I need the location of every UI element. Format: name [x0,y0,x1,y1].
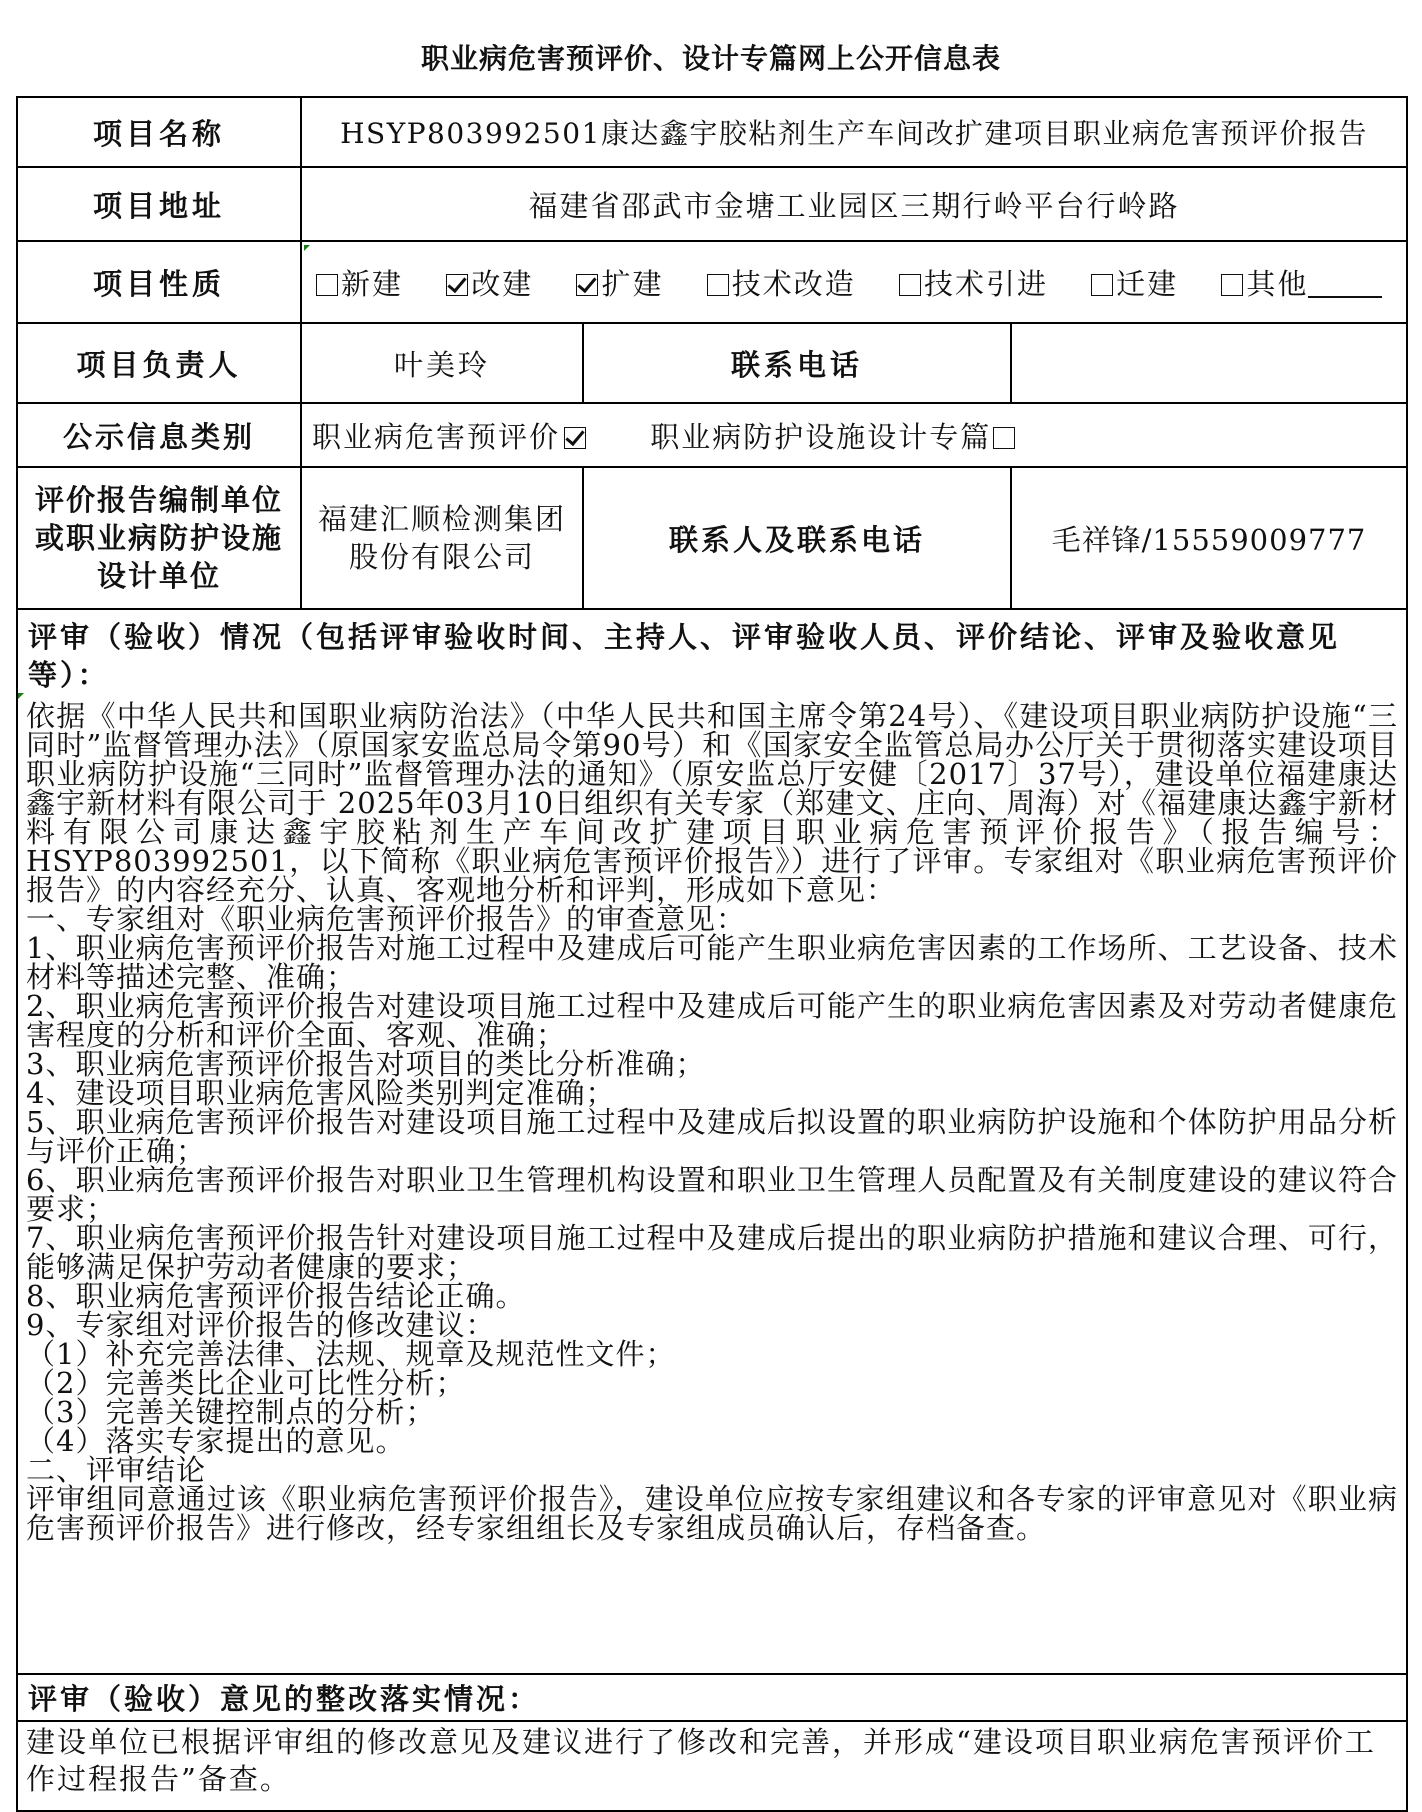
info-category-options [301,403,1407,467]
row-project-address [17,167,1407,241]
phone-label: 联系电话 [583,323,1011,403]
row-project-name [17,97,1407,167]
category-option-design[interactable]: 职业病防护设施设计专篇 [650,415,1018,456]
project-leader-value: 叶美玲 [301,323,583,403]
row-project-nature [17,241,1407,323]
review-paragraph: 8、职业病危害预评价报告结论正确。 [26,1279,526,1313]
review-paragraph: （1）补充完善法律、法规、规章及规范性文件； [26,1337,676,1371]
review-paragraph: （4）落实专家提出的意见。 [26,1424,406,1458]
review-paragraph: 1、职业病危害预评价报告对施工过程中及建成后可能产生职业病危害因素的工作场所、工艺设备、技术材料等描述完整、准确； [26,931,1399,994]
row-unit [17,467,1407,609]
category-option-pre-evaluation[interactable]: 职业病危害预评价 [312,415,589,456]
review-paragraph: 3、职业病危害预评价报告对项目的类比分析准确； [26,1047,706,1081]
project-address-value: 福建省邵武市金塘工业园区三期行岭平台行岭路 [301,167,1407,241]
review-paragraph: 4、建设项目职业病危害风险类别判定准确； [26,1076,616,1110]
review-paragraph: 9、专家组对评价报告的修改建议： [26,1308,496,1342]
nature-option-new[interactable]: 新建 [316,262,403,303]
checkbox-design[interactable] [993,427,1015,449]
checkbox-pre-evaluation[interactable] [564,427,586,449]
review-paragraph: （3）完善关键控制点的分析； [26,1395,436,1429]
project-name-value: HSYP803992501康达鑫宇胶粘剂生产车间改扩建项目职业病危害预评价报告 [301,97,1407,167]
project-leader-label: 项目负责人 [17,323,301,403]
other-blank-line [1308,268,1382,298]
review-paragraph: 二、评审结论 [26,1453,207,1487]
cell-comment-marker [304,245,310,251]
review-paragraph: 2、职业病危害预评价报告对建设项目施工过程中及建成后可能产生的职业病危害因素及对劳动者健康危害程度的分析和评价全面、客观、准确； [26,989,1399,1052]
info-category-label: 公示信息类别 [17,403,301,467]
project-name-label: 项目名称 [17,97,301,167]
row-info-category [17,403,1407,467]
row-rectification-heading [17,1674,1407,1721]
rectification-body: 建设单位已根据评审组的修改意见及建议进行了修改和完善，并形成“建设项目职业病危害预评价工作过程报告”备查。 [17,1721,1407,1811]
review-paragraph: 评审组同意通过该《职业病危害预评价报告》，建设单位应按专家组建议和各专家的评审意见对《职业病危害预评价报告》进行修改，经专家组组长及专家组成员确认后，存档备查。 [26,1482,1399,1545]
checkbox-expand[interactable] [576,274,598,296]
row-rectification-body [17,1721,1407,1811]
row-review-body [17,698,1407,1674]
unit-name: 福建汇顺检测集团 股份有限公司 [301,467,583,609]
checkbox-new[interactable] [316,274,338,296]
phone-value [1011,323,1407,403]
nature-option-other[interactable]: 其他 [1221,262,1382,303]
info-table [16,96,1408,1812]
review-heading: 评审（验收）情况（包括评审验收时间、主持人、评审验收人员、评价结论、评审及验收意见等）： [17,609,1407,698]
row-project-leader [17,323,1407,403]
cell-comment-marker [18,693,24,699]
nature-option-relocation[interactable]: 迁建 [1091,262,1178,303]
review-paragraph: 7、职业病危害预评价报告针对建设项目施工过程中及建成后提出的职业病防护措施和建议合理、可行，能够满足保护劳动者健康的要求； [26,1221,1399,1284]
project-nature-label: 项目性质 [17,241,301,323]
checkbox-relocation[interactable] [1091,274,1113,296]
nature-option-tech-import[interactable]: 技术引进 [899,262,1048,303]
review-paragraph: 一、专家组对《职业病危害预评价报告》的审查意见： [26,902,747,936]
checkbox-other[interactable] [1221,274,1243,296]
nature-option-tech-renovation[interactable]: 技术改造 [707,262,856,303]
review-paragraph: 5、职业病危害预评价报告对建设项目施工过程中及建成后拟设置的职业病防护设施和个体防护用品分析与评价正确； [26,1105,1399,1168]
page-title: 职业病危害预评价、设计专篇网上公开信息表 [420,42,1001,75]
contact-value: 毛祥锋/15559009777 [1011,467,1407,609]
checkbox-tech-import[interactable] [899,274,921,296]
contact-label: 联系人及联系电话 [583,467,1011,609]
nature-option-expand[interactable]: 扩建 [576,262,663,303]
row-review-heading [17,609,1407,698]
rectification-heading: 评审（验收）意见的整改落实情况： [17,1674,1407,1721]
checkbox-rebuild[interactable] [446,274,468,296]
project-address-label: 项目地址 [17,167,301,241]
nature-option-rebuild[interactable]: 改建 [446,262,533,303]
review-paragraph: 6、职业病危害预评价报告对职业卫生管理机构设置和职业卫生管理人员配置及有关制度建设的建议符合要求； [26,1163,1399,1226]
review-body [17,698,1407,1674]
review-paragraph: （2）完善类比企业可比性分析； [26,1366,466,1400]
checkbox-tech-renovation[interactable] [707,274,729,296]
unit-label: 评价报告编制单位 或职业病防护设施 设计单位 [17,467,301,609]
project-nature-options [301,241,1407,323]
review-paragraph: 依据《中华人民共和国职业病防治法》（中华人民共和国主席令第24号）、《建设项目职业病防护设施“三同时”监督管理办法》（原国家安监总局令第90号）和《国家安全监管总局办公厅关于贯彻落实建设项目职业病防护设施“三同时”监督管理办法的通知》（原安监总厅安健〔2017〕37号），建设单位福建康达鑫宇新材料有限公司于 2025年03月10日组织有关专家（郑建文、庄向、周海）对《福建康达鑫宇新材料有限公司康达鑫宇胶粘剂生产车间改扩建项目职业病危害预评价报告》（报告编号：HSYP803992501，以下简称《职业病危害预评价报告》）进行了评审。专家组对《职业病危害预评价报告》的内容经充分、认真、客观地分析和评判，形成如下意见： [26,699,1399,907]
